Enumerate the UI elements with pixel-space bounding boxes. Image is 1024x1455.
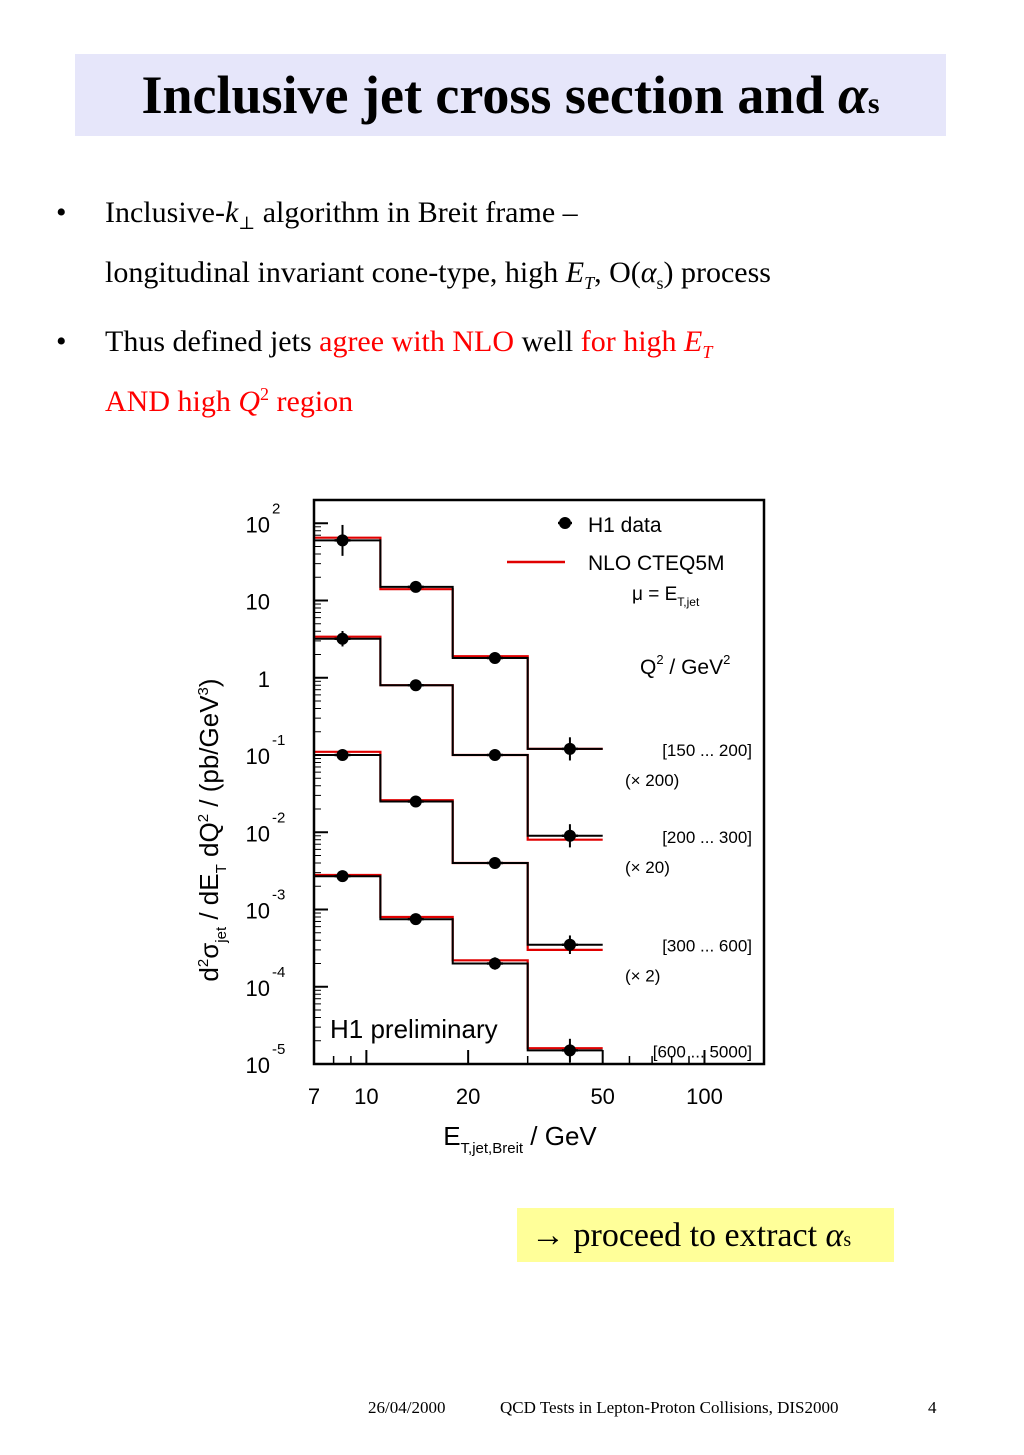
series-range-label: [200 ... 300] [662,827,752,847]
right-arrow-icon: → [531,1217,565,1254]
data-point [564,743,576,755]
series-range-label: [150 ... 200] [662,740,752,760]
x-axis-label: $E_{T,jet,Breit}$ / GeV [443,1121,597,1157]
title-alpha: α [837,65,868,125]
footer-date: 26/04/2000 [368,1398,446,1417]
y-axis-label: $d^2\sigma_{jet} / dE_T$ $dQ^2 / (pb/GeV^3)$ [194,678,230,982]
y-tick-exponent: -2 [272,809,286,827]
y-tick-label: 10 [245,821,270,847]
data-point [564,939,576,951]
nlo-histogram [314,538,603,749]
y-tick-label: 10 [245,975,270,1001]
data-histogram [314,639,603,836]
nlo-histogram [314,637,603,840]
data-point [410,679,422,691]
legend-data-label: H1 data [588,514,662,537]
data-point [410,581,422,593]
series-range-label: [600 ... 5000] [652,1042,752,1062]
y-tick-exponent: 2 [272,500,281,518]
data-point [489,749,501,761]
y-tick-label: 10 [245,898,270,924]
x-tick-label: 10 [354,1084,379,1109]
bullet-marker-2: • [56,325,67,358]
bullet2-line1: Thus defined jets agree with NLO well for high $E_T$ [105,325,713,362]
slide-title: Inclusive jet cross section and αs [141,65,880,125]
series-scale-label: (× 200) [625,770,680,790]
x-tick-label: 7 [307,1084,321,1109]
x-tick-label: 20 [455,1084,481,1109]
data-point [489,652,501,664]
h1-preliminary-label: H1 preliminary [330,1014,498,1044]
nlo-histogram [314,752,603,950]
x-tick-label: 100 [686,1084,723,1109]
bullet-marker-1: • [56,196,67,229]
bullet1-line1: Inclusive-$k_\perp$ algorithm in Breit frame – [105,196,578,233]
y-tick-label: 10 [245,1053,270,1078]
data-point [337,749,349,761]
y-tick-exponent: -5 [272,1041,286,1058]
bullet2-line2: AND high $Q^2$ region [105,384,354,418]
data-histogram [314,540,603,749]
series-range-label: [300 ... 600] [662,936,752,956]
y-tick-label: 10 [245,589,270,615]
series-scale-label: (× 20) [625,857,670,877]
data-point [410,913,422,925]
data-point [489,857,501,869]
legend-q2-label: $Q^2 / GeV^2$ [640,652,731,679]
y-tick-exponent: -3 [272,886,286,904]
title-alpha-sub: s [867,87,880,120]
legend-mu-label: $\mu = E_{T,jet}$ [632,584,700,609]
bullet1-line2: longitudinal invariant cone-type, high $E_T$, $O(\alpha_s)$ process [105,256,771,293]
data-point [564,830,576,842]
extract-alpha-callout: → proceed to extract αs [517,1208,894,1262]
y-tick-label: 10 [245,512,270,538]
data-point [489,957,501,969]
data-point [564,1044,576,1056]
data-point [337,534,349,546]
data-point [410,796,422,808]
data-histogram [314,755,603,945]
legend-nlo-label: NLO CTEQ5M [588,552,725,575]
y-tick-label: 1 [257,666,270,692]
data-point [337,633,349,645]
title-banner [75,54,946,136]
jet-cross-section-chart [170,490,770,1170]
footer-conference: QCD Tests in Lepton-Proton Collisions, DIS2000 [500,1398,839,1417]
series-scale-label: (× 2) [625,966,661,986]
footer-page-number: 4 [928,1398,937,1417]
y-tick-exponent: -4 [272,963,286,981]
x-tick-label: 50 [590,1084,615,1109]
y-tick-label: 10 [245,744,270,770]
data-point [337,870,349,882]
y-tick-exponent: -1 [272,732,286,750]
